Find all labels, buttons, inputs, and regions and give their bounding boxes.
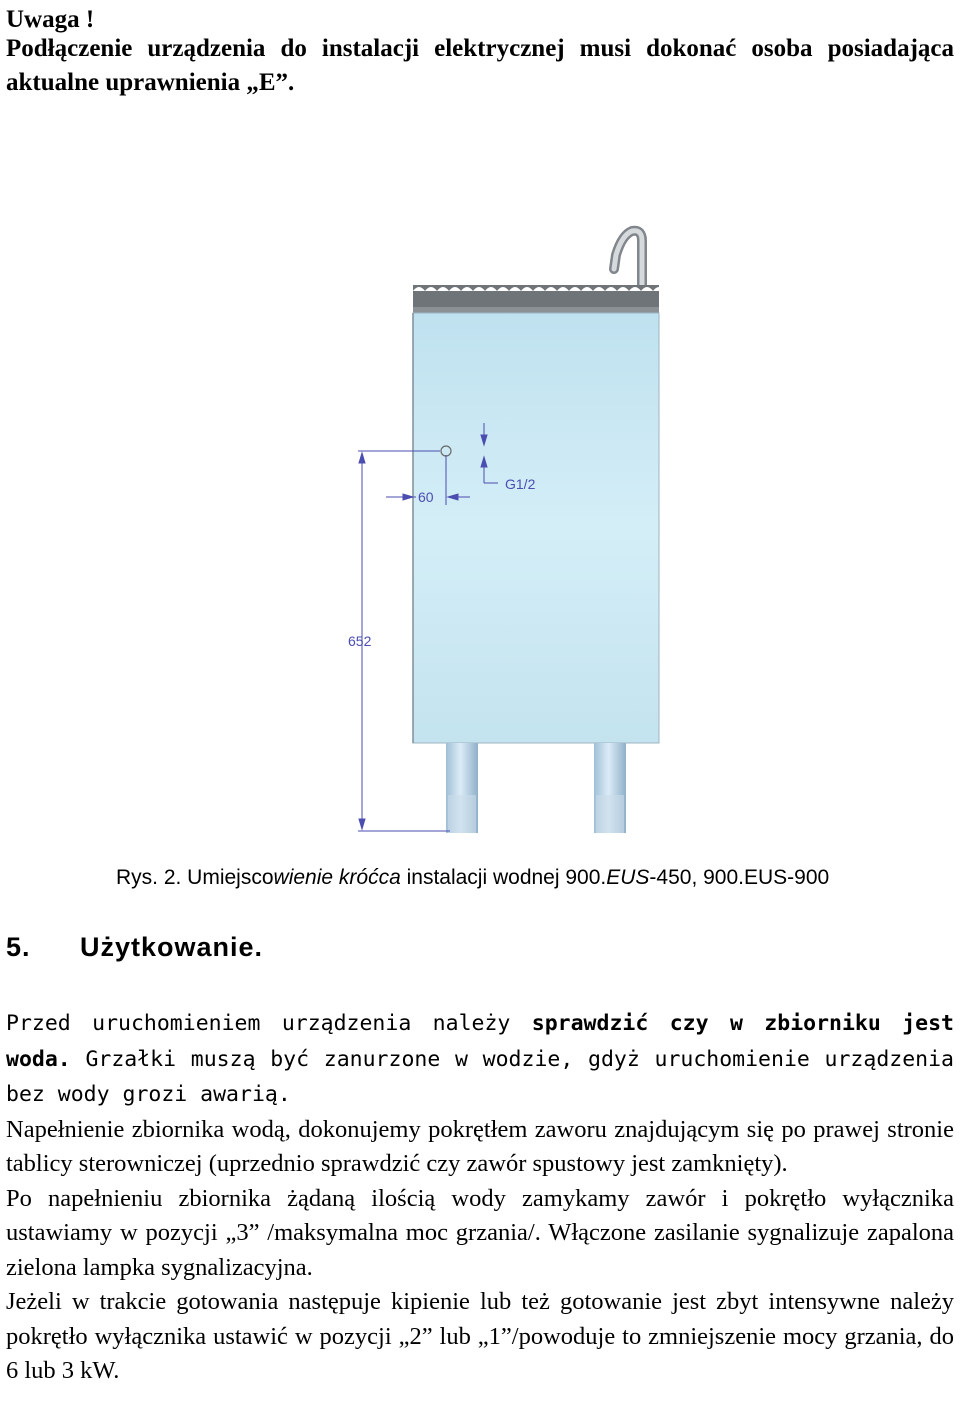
paragraph-1	[6, 1006, 954, 1113]
paragraph-4: Jeżeli w trakcie gotowania następuje kipienie lub też gotowanie jest zbyt intensywne należy pokrętło wyłącznika ustawić w pozycji „2” lub „1”/powoduje to zmniejszenie mocy grzania, do 6 lub 3 kW.	[6, 1288, 954, 1384]
appliance-drawing	[330, 215, 690, 845]
legs	[446, 743, 626, 833]
p1-bold: sprawdzić czy w zbiorniku jest woda.	[6, 1011, 954, 1072]
caption-italic-2: EUS	[606, 866, 650, 889]
section-number: 5.	[6, 932, 31, 962]
caption-middle: instalacji wodnej 900.	[400, 866, 607, 889]
appliance-body	[413, 313, 659, 743]
paragraph-2: Napełnienie zbiornika wodą, dokonujemy pokrętłem zaworu znajdującym się po prawej stronie tablicy sterowniczej (uprzednio sprawdzić czy zawór spustowy jest zamknięty).	[6, 1115, 954, 1177]
dim-offset-label: 60	[418, 489, 434, 505]
body-text	[6, 1006, 954, 1389]
warning-text: Podłączenie urządzenia do instalacji elektrycznej musi dokonać osoba posiadająca aktualne uprawnienia „E”.	[6, 35, 954, 96]
caption-suffix: -450, 900.EUS-900	[649, 866, 830, 889]
dim-fitting-label: G1/2	[505, 476, 536, 492]
section-heading	[6, 928, 263, 966]
p1-start: Przed uruchomieniem urządzenia należy	[6, 1011, 532, 1036]
faucet-pipe	[614, 231, 642, 285]
warning-title: Uwaga !	[6, 6, 95, 33]
caption-prefix: Rys. 2. Umiejsco	[116, 866, 274, 889]
top-grill	[413, 285, 665, 313]
caption-italic-1: wienie króćca	[273, 866, 401, 889]
figure-caption	[116, 864, 829, 892]
paragraph-3: Po napełnieniu zbiornika żądaną ilością wody zamykamy zawór i pokrętło wyłącznika ustawiamy w pozycji „3” /maksymalna moc grzania/. Włączone zasilanie sygnalizuje zapalona zielona lampka sygnalizacyjna.	[6, 1184, 954, 1281]
dim-height-label: 652	[348, 633, 372, 649]
p1-end: Grzałki muszą być zanurzone w wodzie, gdyż uruchomienie urządzenia bez wody grozi awarią.	[6, 1046, 954, 1107]
section-title: Użytkowanie.	[80, 932, 264, 962]
appliance-figure	[330, 215, 690, 845]
